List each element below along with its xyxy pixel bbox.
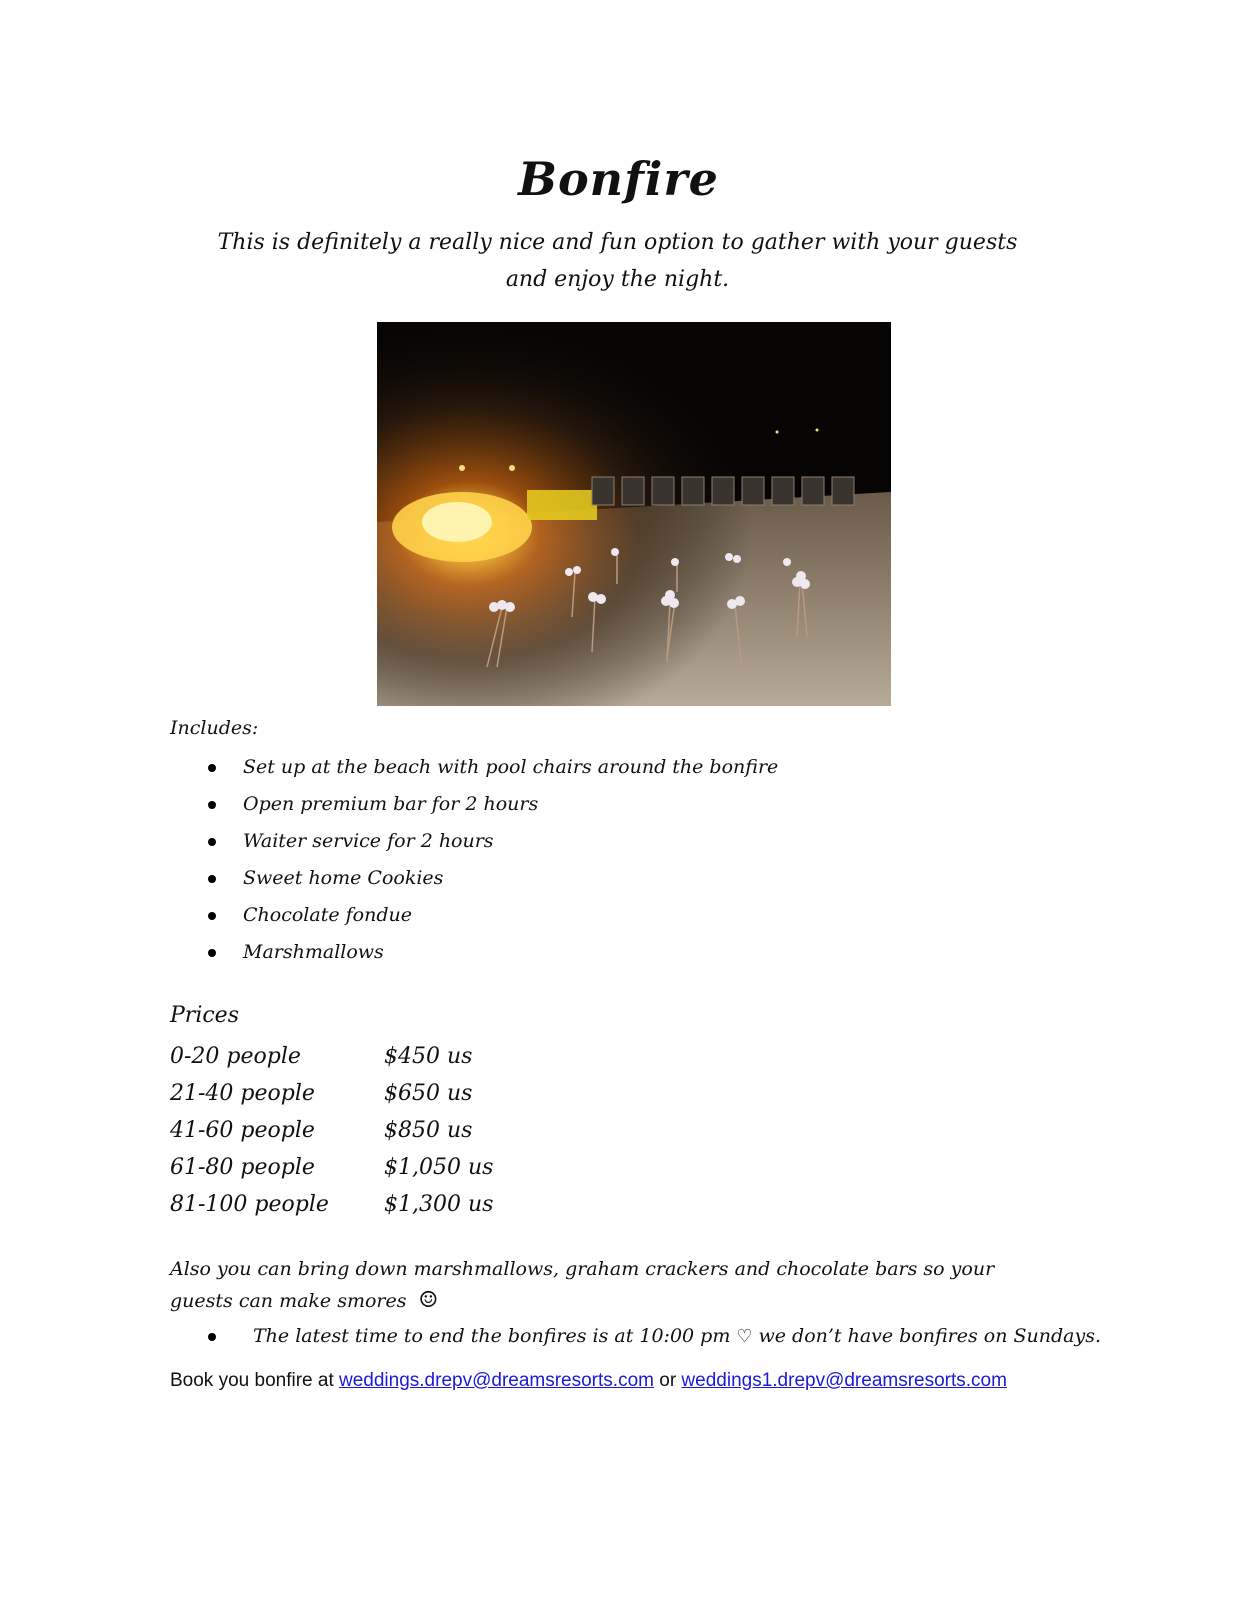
price-people: 61-80 people — [170, 1155, 315, 1180]
list-item: Waiter service for 2 hours — [205, 823, 778, 860]
price-row — [170, 1112, 570, 1149]
price-row — [170, 1075, 570, 1112]
price-people: 41-60 people — [170, 1118, 315, 1143]
price-amount: $1,050 us — [384, 1155, 494, 1180]
prices-table — [170, 1038, 570, 1223]
price-amount: $450 us — [384, 1044, 473, 1069]
list-item: Open premium bar for 2 hours — [205, 786, 778, 823]
end-time-part2: we don’t have bonfires on Sundays. — [758, 1325, 1102, 1347]
price-amount: $850 us — [384, 1118, 473, 1143]
email-link-1[interactable]: weddings.drepv@dreamsresorts.com — [339, 1370, 654, 1391]
end-time-note — [205, 1325, 1101, 1347]
prices-label: Prices — [170, 1003, 239, 1028]
end-time-text — [205, 1325, 1101, 1347]
smores-note-text: Also you can bring down marshmallows, graham crackers and chocolate bars so your guests can make smores — [170, 1258, 995, 1312]
list-item: Chocolate fondue — [205, 897, 778, 934]
email-link-2[interactable]: weddings1.drepv@dreamsresorts.com — [681, 1370, 1007, 1391]
price-amount: $1,300 us — [384, 1192, 494, 1217]
price-people: 81-100 people — [170, 1192, 329, 1217]
bullet-icon — [208, 1333, 216, 1341]
bonfire-photo — [377, 322, 891, 706]
price-row — [170, 1038, 570, 1075]
smores-note — [170, 1253, 1050, 1317]
booking-line — [170, 1370, 1007, 1392]
includes-label: Includes: — [170, 717, 259, 739]
price-amount: $650 us — [384, 1081, 473, 1106]
price-people: 0-20 people — [170, 1044, 301, 1069]
price-row — [170, 1149, 570, 1186]
bonfire-beach-photo-icon — [377, 322, 891, 706]
list-item: Sweet home Cookies — [205, 860, 778, 897]
booking-prefix: Book you bonfire at — [170, 1370, 339, 1391]
includes-list — [205, 749, 778, 971]
booking-or: or — [653, 1370, 682, 1391]
heart-icon: ♡ — [736, 1326, 753, 1347]
end-time-part1: The latest time to end the bonfires is at 10:00 pm — [253, 1325, 731, 1347]
smile-icon: ☺ — [418, 1288, 439, 1313]
page-title: Bonfire — [518, 152, 719, 206]
list-item: Set up at the beach with pool chairs around the bonfire — [205, 749, 778, 786]
price-people: 21-40 people — [170, 1081, 315, 1106]
list-item: Marshmallows — [205, 934, 778, 971]
price-row — [170, 1186, 570, 1223]
page-subtitle: This is definitely a really nice and fun option to gather with your guests and enjoy the night. — [217, 230, 1018, 292]
